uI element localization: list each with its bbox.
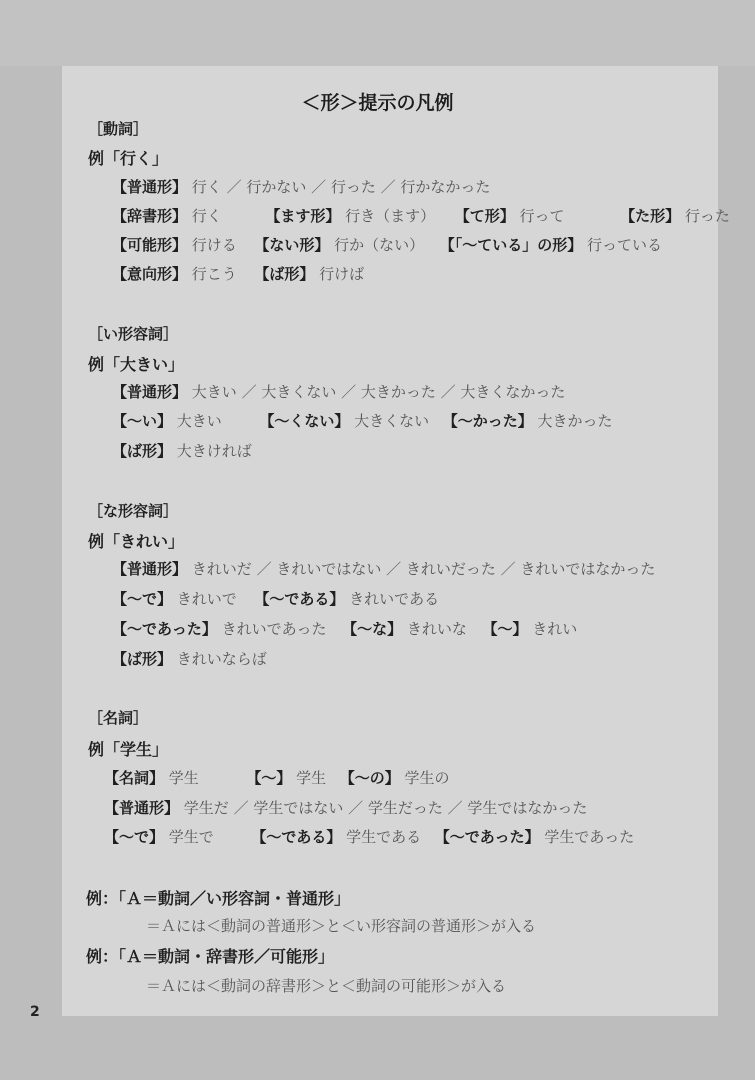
usage-example-2-explanation: ＝Ａには＜動詞の辞書形＞と＜動詞の可能形＞が入る: [146, 977, 507, 995]
form-value: 行っている: [587, 236, 663, 254]
na-adj-header: ［な形容詞］: [88, 502, 179, 520]
form-value: きれいで: [176, 590, 237, 608]
form-label: 【名詞】: [104, 769, 165, 787]
form-label: 【〜かった】: [442, 412, 533, 430]
noun-row-3: [104, 826, 634, 847]
form-value: 学生の: [404, 769, 450, 787]
noun-example: 例「学生」: [88, 740, 169, 759]
form-value: 大きかった: [537, 412, 613, 430]
form-label: 【〜】: [246, 769, 292, 787]
form-value: 行った: [684, 207, 730, 225]
form-label: 【〜で】: [112, 590, 173, 608]
form-label: 【〜い】: [112, 412, 173, 430]
form-label: 【「〜ている」の形】: [439, 236, 583, 254]
form-label: 【辞書形】: [112, 207, 188, 225]
form-label: 【普通形】: [112, 178, 188, 196]
form-value: 大きい ／ 大きくない ／ 大きかった ／ 大きくなかった: [191, 383, 566, 401]
form-label: 【〜の】: [339, 769, 400, 787]
verb-row-3: [112, 234, 662, 255]
verb-row-1: [112, 176, 490, 197]
background-top: [0, 0, 755, 66]
usage-example-1: 例：「Ａ＝動詞／い形容詞・普通形」: [86, 889, 351, 908]
form-label: 【〜くない】: [259, 412, 350, 430]
form-label: 【可能形】: [112, 236, 188, 254]
form-value: 学生であった: [544, 828, 635, 846]
i-adj-header: ［い形容詞］: [88, 325, 179, 343]
form-label: 【意向形】: [112, 265, 188, 283]
form-label: 【ます形】: [265, 207, 341, 225]
form-value: 行こう: [191, 265, 237, 283]
form-label: 【〜である】: [251, 828, 342, 846]
form-label: 【ない形】: [254, 236, 330, 254]
na-adj-example: 例「きれい」: [88, 532, 185, 551]
form-label: 【〜】: [482, 620, 528, 638]
form-value: 大きくない: [354, 412, 430, 430]
form-label: 【ば形】: [112, 442, 173, 460]
form-value: きれいな: [406, 620, 467, 638]
form-label: 【普通形】: [112, 383, 188, 401]
form-value: 大きい: [176, 412, 222, 430]
page-title: ＜形＞提示の凡例: [301, 92, 454, 114]
noun-header: ［名詞］: [88, 709, 149, 727]
i-adj-row-3: [112, 440, 252, 461]
form-value: 学生だ ／ 学生ではない ／ 学生だった ／ 学生ではなかった: [183, 799, 588, 817]
na-adj-row-4: [112, 648, 267, 669]
form-value: 行か（ない）: [334, 236, 425, 254]
verb-header: ［動詞］: [88, 120, 149, 138]
i-adj-example: 例「大きい」: [88, 355, 185, 374]
i-adj-row-1: [112, 381, 565, 402]
form-value: 学生: [296, 769, 327, 787]
form-value: きれいならば: [176, 650, 267, 668]
form-label: 【〜で】: [104, 828, 165, 846]
verb-example: 例「行く」: [88, 149, 169, 168]
form-value: 学生: [168, 769, 199, 787]
na-adj-row-3: [112, 618, 577, 639]
verb-row-2: [112, 205, 730, 226]
usage-example-1-explanation: ＝Ａには＜動詞の普通形＞と＜い形容詞の普通形＞が入る: [146, 917, 537, 935]
form-label: 【た形】: [620, 207, 681, 225]
usage-example-2: 例：「Ａ＝動詞・辞書形／可能形」: [86, 947, 335, 966]
verb-row-4: [112, 263, 364, 284]
i-adj-row-2: [112, 410, 613, 431]
page-number: 2: [30, 1004, 40, 1020]
form-label: 【普通形】: [112, 560, 188, 578]
form-label: 【〜であった】: [112, 620, 217, 638]
form-label: 【〜な】: [342, 620, 403, 638]
na-adj-row-1: [112, 558, 655, 579]
form-value: 行き（ます）: [345, 207, 436, 225]
form-value: 学生である: [346, 828, 422, 846]
noun-row-2: [104, 797, 587, 818]
form-label: 【ば形】: [254, 265, 315, 283]
form-value: きれい: [532, 620, 578, 638]
form-value: きれいである: [349, 590, 440, 608]
noun-row-1: [104, 767, 450, 788]
form-value: 学生で: [168, 828, 214, 846]
form-label: 【〜であった】: [434, 828, 540, 846]
na-adj-row-2: [112, 588, 439, 609]
form-value: 大きければ: [176, 442, 252, 460]
form-value: 行って: [519, 207, 565, 225]
form-label: 【て形】: [454, 207, 515, 225]
form-value: きれいであった: [221, 620, 327, 638]
form-value: 行く: [191, 207, 222, 225]
form-label: 【ば形】: [112, 650, 173, 668]
form-value: 行けば: [319, 265, 365, 283]
form-value: 行ける: [191, 236, 237, 254]
form-value: 行く ／ 行かない ／ 行った ／ 行かなかった: [191, 178, 491, 196]
form-label: 【〜である】: [254, 590, 345, 608]
form-value: きれいだ ／ きれいではない ／ きれいだった ／ きれいではなかった: [191, 560, 656, 578]
form-label: 【普通形】: [104, 799, 180, 817]
